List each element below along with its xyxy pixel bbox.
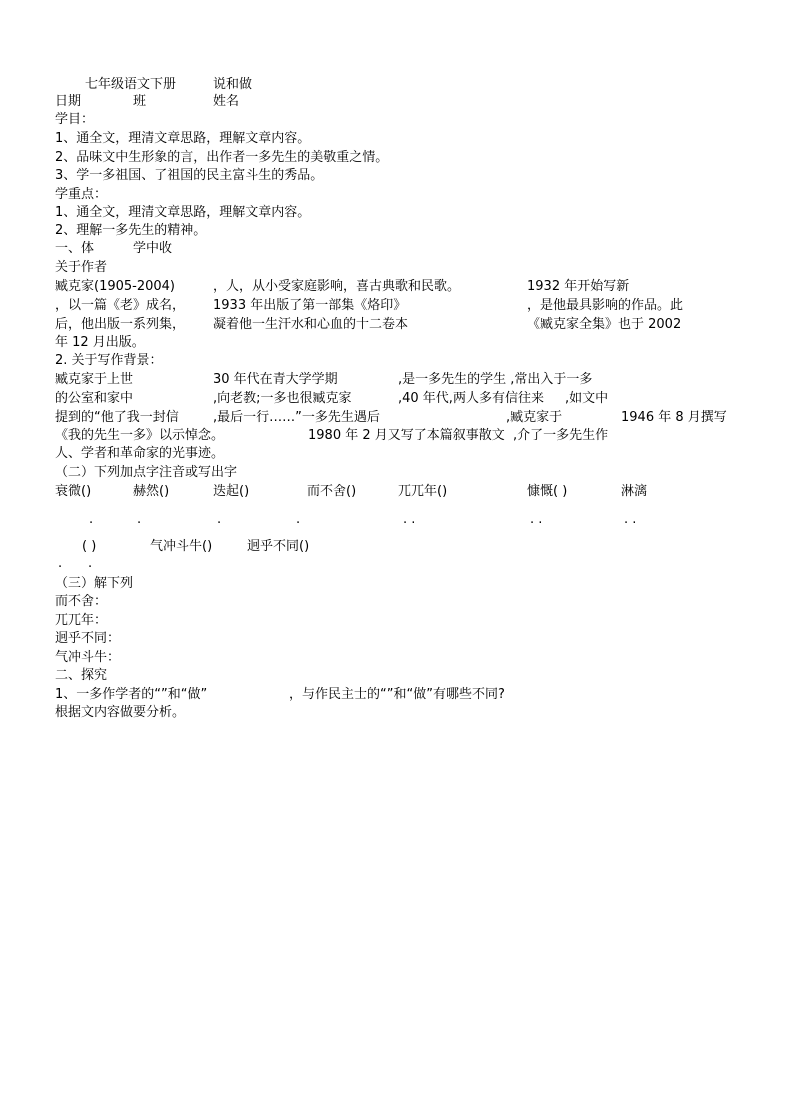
author-text: ，以一篇《老》成名， [55, 298, 186, 313]
explain-item: 迥乎不同： [55, 631, 121, 646]
background-text: ,向老教;一多也很臧克家 [213, 391, 352, 406]
emphasis-dot: . [217, 512, 222, 527]
author-text: ，是他最具影响的作品。此 [527, 298, 684, 313]
key-points-heading: 学重点： [55, 187, 108, 202]
background-text: ,介了一多先生作 [513, 428, 609, 443]
section1-subheading: 学中收 [133, 241, 173, 256]
background-text: ,如文中 [565, 391, 609, 406]
explain-item: 而不舍： [55, 594, 108, 609]
author-text: 臧克家(1905-2004) [55, 279, 176, 294]
author-heading: 关于作者 [55, 260, 108, 275]
author-text: 凝着他一生汗水和心血的十二卷本 [213, 317, 409, 332]
pinyin-word: 迭起() [213, 484, 250, 499]
background-text: ,40 年代,两人多有信往来 [398, 391, 544, 406]
lesson-title: 说和做 [213, 77, 253, 92]
background-text: ,最后一行……”一多先生遇后 [213, 410, 380, 425]
pinyin-word: ( ) [82, 539, 97, 554]
author-text: 1932 年开始写新 [527, 279, 630, 294]
pinyin-word: 衰微() [55, 484, 92, 499]
background-text: 《我的先生一多》以示悼念。 [55, 428, 225, 443]
objective-item: 2、品味文中生形象的言，出作者一多先生的美敬重之情。 [55, 150, 389, 165]
key-point-item: 2、理解一多先生的精神。 [55, 223, 207, 238]
worksheet-grade: 七年级语文下册 [85, 77, 177, 92]
emphasis-dot: . [58, 556, 63, 571]
pinyin-word: 气冲斗牛() [150, 539, 213, 554]
background-heading: 2. 关于写作背景： [55, 353, 163, 368]
key-point-item: 1、通全文，理清文章思路，理解文章内容。 [55, 205, 311, 220]
explain-heading: （三）解下列 [55, 576, 134, 591]
author-text: 1933 年出版了第一部集《烙印》 [213, 298, 407, 313]
pinyin-word: 赫然() [133, 484, 170, 499]
author-text: 后，他出版一系列集， [55, 317, 186, 332]
explore-question: ，与作民主士的“”和“做”有哪些不同? [289, 687, 505, 702]
background-text: 30 年代在青大学学期 [213, 372, 338, 387]
objective-item: 3、学一多祖国、了祖国的民主富斗生的秀品。 [55, 168, 324, 183]
background-text: 臧克家于上世 [55, 372, 134, 387]
explain-item: 兀兀年： [55, 613, 108, 628]
emphasis-dot: . [137, 512, 142, 527]
background-text: ,是一多先生的学生 ,常出入于一多 [398, 372, 593, 387]
pinyin-word: 迥乎不同() [247, 539, 310, 554]
explore-question: 1、一多作学者的“”和“做” [55, 687, 208, 702]
background-text: 提到的“他了我一封信 [55, 410, 179, 425]
background-text: ,臧克家于 [506, 410, 563, 425]
author-text: ，人，从小受家庭影响，喜古典歌和民歌。 [213, 279, 461, 294]
section1-heading: 一、体 [55, 241, 95, 256]
emphasis-dot: . [88, 556, 93, 571]
emphasis-dot: . . [403, 512, 416, 527]
explore-instruction: 根据文内容做要分析。 [55, 705, 186, 720]
emphasis-dot: . [89, 512, 94, 527]
emphasis-dot: . . [530, 512, 543, 527]
class-label: 班 [133, 94, 147, 109]
background-text: 1980 年 2 月又写了本篇叙事散文 [308, 428, 505, 443]
background-text: 人、学者和革命家的光事迹。 [55, 446, 225, 461]
explain-item: 气冲斗牛： [55, 650, 121, 665]
name-label: 姓名 [213, 94, 240, 109]
emphasis-dot: . . [624, 512, 637, 527]
pinyin-word: 兀兀年() [398, 484, 448, 499]
background-text: 的公室和家中 [55, 391, 134, 406]
explore-heading: 二、探究 [55, 668, 108, 683]
pinyin-word: 慷慨( ) [527, 484, 568, 499]
objectives-heading: 学目： [55, 112, 95, 127]
pinyin-word: 淋漓 [621, 484, 648, 499]
objective-item: 1、通全文，理清文章思路，理解文章内容。 [55, 131, 311, 146]
background-text: 1946 年 8 月撰写 [621, 410, 727, 425]
date-label: 日期 [55, 94, 82, 109]
author-text: 年 12 月出版。 [55, 335, 145, 350]
pinyin-heading: （二）下列加点字注音或写出字 [55, 465, 238, 480]
author-text: 《臧克家全集》也于 2002 [527, 317, 682, 332]
emphasis-dot: . [296, 512, 301, 527]
pinyin-word: 而不舍() [307, 484, 357, 499]
